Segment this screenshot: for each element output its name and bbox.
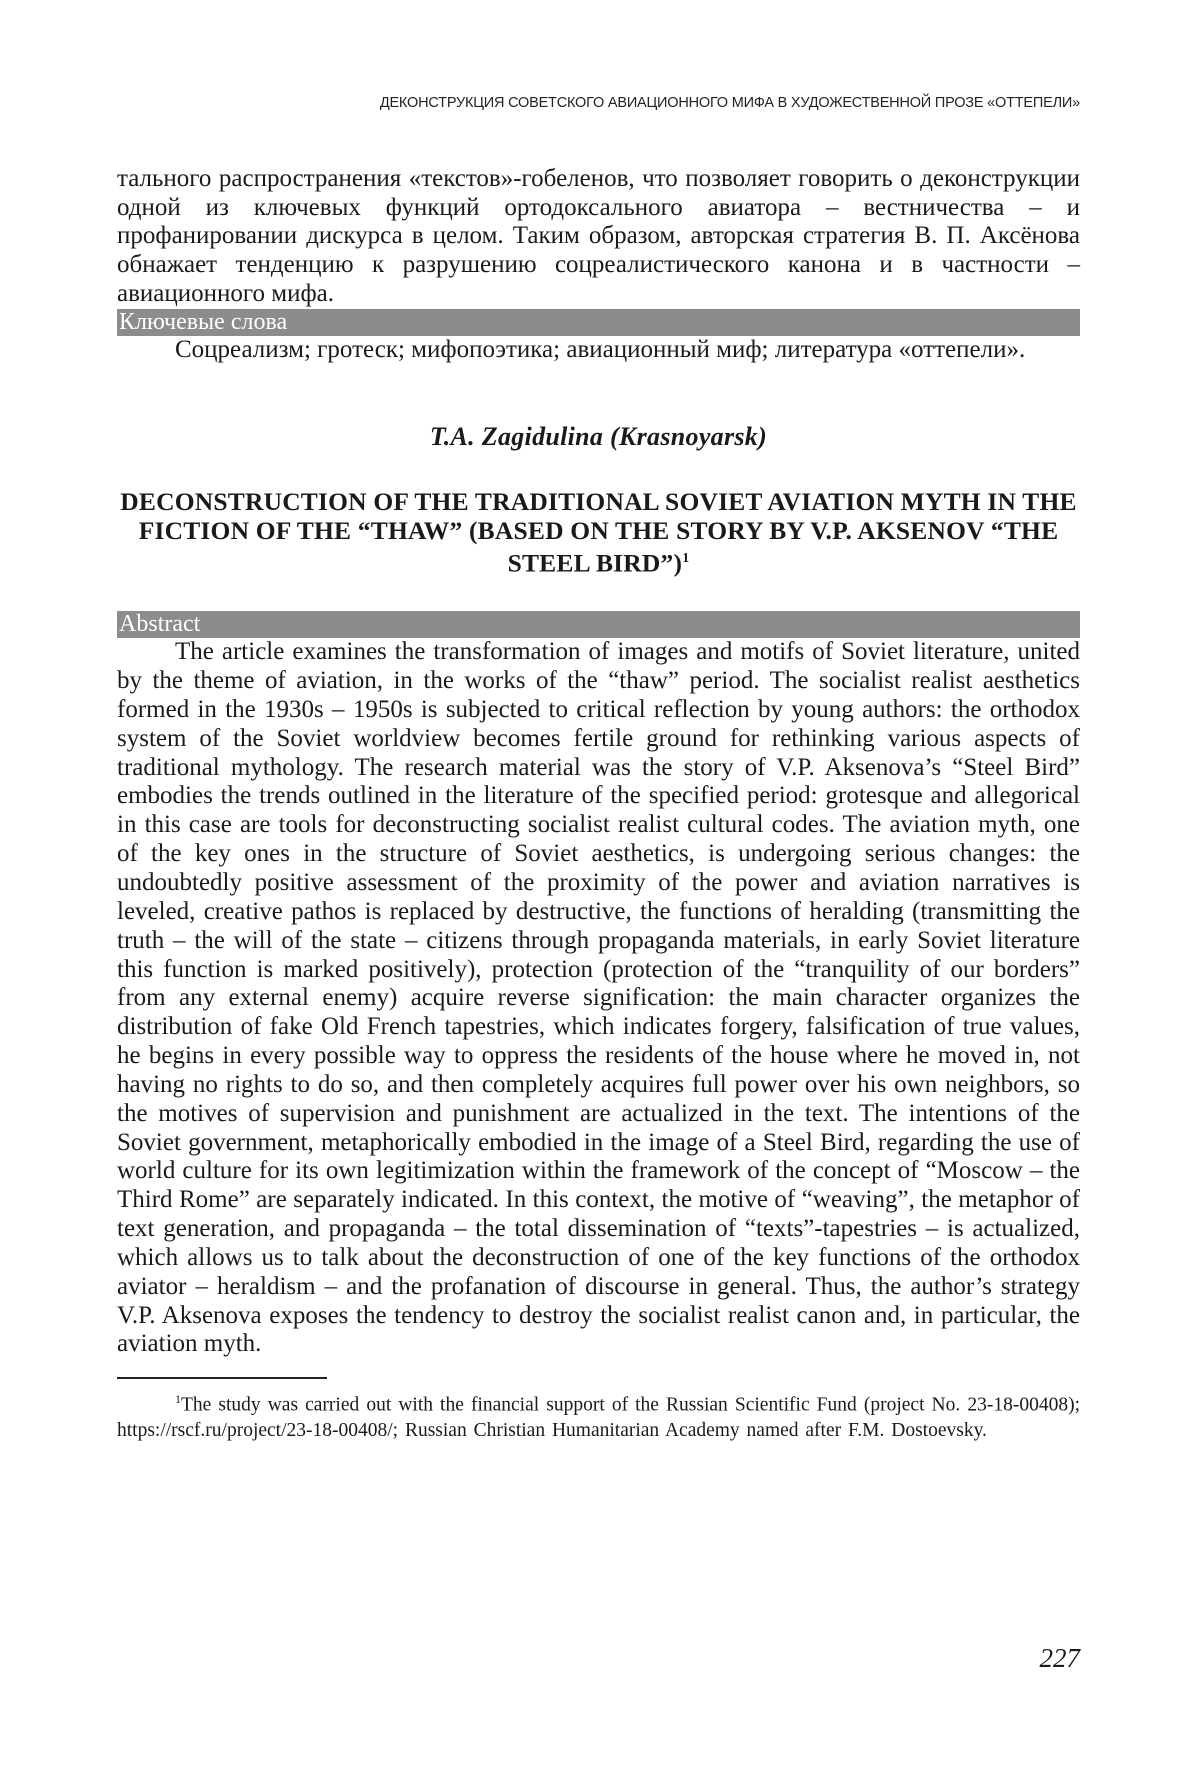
keywords-text: Соцреализм; гротеск; мифопоэтика; авиационный миф; литература «оттепели». [175, 335, 1026, 363]
footnote-text: The study was carried out with the financial support of the Russian Scientific Fund (project No. 23-18-00408); https://rscf.ru/project/23-18-00408/; Russian Christian Humanitarian Academy named after F.M. Dostoevsky. [117, 1394, 1080, 1442]
keywords-heading: Ключевые слова [117, 309, 1080, 336]
footnote [117, 1387, 1080, 1444]
abstract-text: The article examines the transformation of images and motifs of Soviet literature, united by the theme of aviation, in the works of the “thaw” period. The socialist realist aesthetics formed in the 1930s – 1950s is subjected to critical reflection by young authors: the orthodox system of the Soviet worldview becomes fertile ground for rethinking various aspects of traditional mythology. The research material was the story of V.P. Aksenova’s “Steel Bird” embodies the trends outlined in the literature of the specified period: grotesque and allegorical in this case are tools for deconstructing socialist realist cultural codes. The aviation myth, one of the key ones in the structure of Soviet aesthetics, is undergoing serious changes: the undoubtedly positive assessment of the proximity of the power and aviation narratives is leveled, creative pathos is replaced by destructive, the functions of heralding (transmitting the truth – the will of the state – citizens through propaganda materials, in early Soviet literature this function is marked positively), protection (protection of the “tranquility of our borders” from any external enemy) acquire reverse signification: the main character organizes the distribution of fake Old French tapestries, which indicates forgery, falsification of true values, he begins in every possible way to oppress the residents of the house where he moved in, not having no rights to do so, and then completely acquires full power over his own neighbors, so the motives of supervision and punishment are actualized in the text. The intentions of the Soviet government, metaphorically embodied in the image of a Steel Bird, regarding the use of world culture for its own legitimization within the framework of the concept of “Moscow – the Third Rome” are separately indicated. In this context, the motive of “weaving”, the metaphor of text generation, and propaganda – the total dissemination of “texts”-tapestries – is actualized, which allows us to talk about the deconstruction of one of the key functions of the orthodox aviator – heraldism – and the profanation of discourse in general. Thus, the author’s strategy V.P. Aksenova exposes the tendency to destroy the socialist realist canon and, in particular, the aviation myth. [117, 638, 1080, 1358]
footnote-divider [117, 1377, 327, 1379]
page-number: 227 [1039, 1643, 1080, 1673]
page-content [117, 165, 1080, 1444]
running-header: ДЕКОНСТРУКЦИЯ СОВЕТСКОГО АВИАЦИОННОГО МИФА В ХУДОЖЕСТВЕННОЙ ПРОЗЕ «ОТТЕПЕЛИ» [379, 95, 1080, 111]
russian-abstract-tail: тального распространения «текстов»-гобеленов, что позволяет говорить о деконструкции одной из ключевых функций ортодоксального авиатора – вестничества – и профанировании дискурса в целом. Таким образом, авторская стратегия В. П. Аксёнова обнажает тенденцию к разрушению соцреалистического канона и в частности – авиационного мифа. [117, 165, 1080, 307]
abstract-heading: Abstract [117, 611, 1080, 638]
article-title [117, 488, 1080, 578]
title-footnote-mark: 1 [682, 551, 690, 567]
article-title-text: DECONSTRUCTION OF THE TRADITIONAL SOVIET AVIATION MYTH IN THE FICTION OF THE “THAW” (BASED ON THE STORY BY V.P. AKSENOV “THE STEEL BIRD”) [120, 487, 1077, 578]
footnote-mark: 1 [175, 1392, 181, 1407]
author-line: T.A. Zagidulina (Krasnoyarsk) [429, 422, 768, 452]
